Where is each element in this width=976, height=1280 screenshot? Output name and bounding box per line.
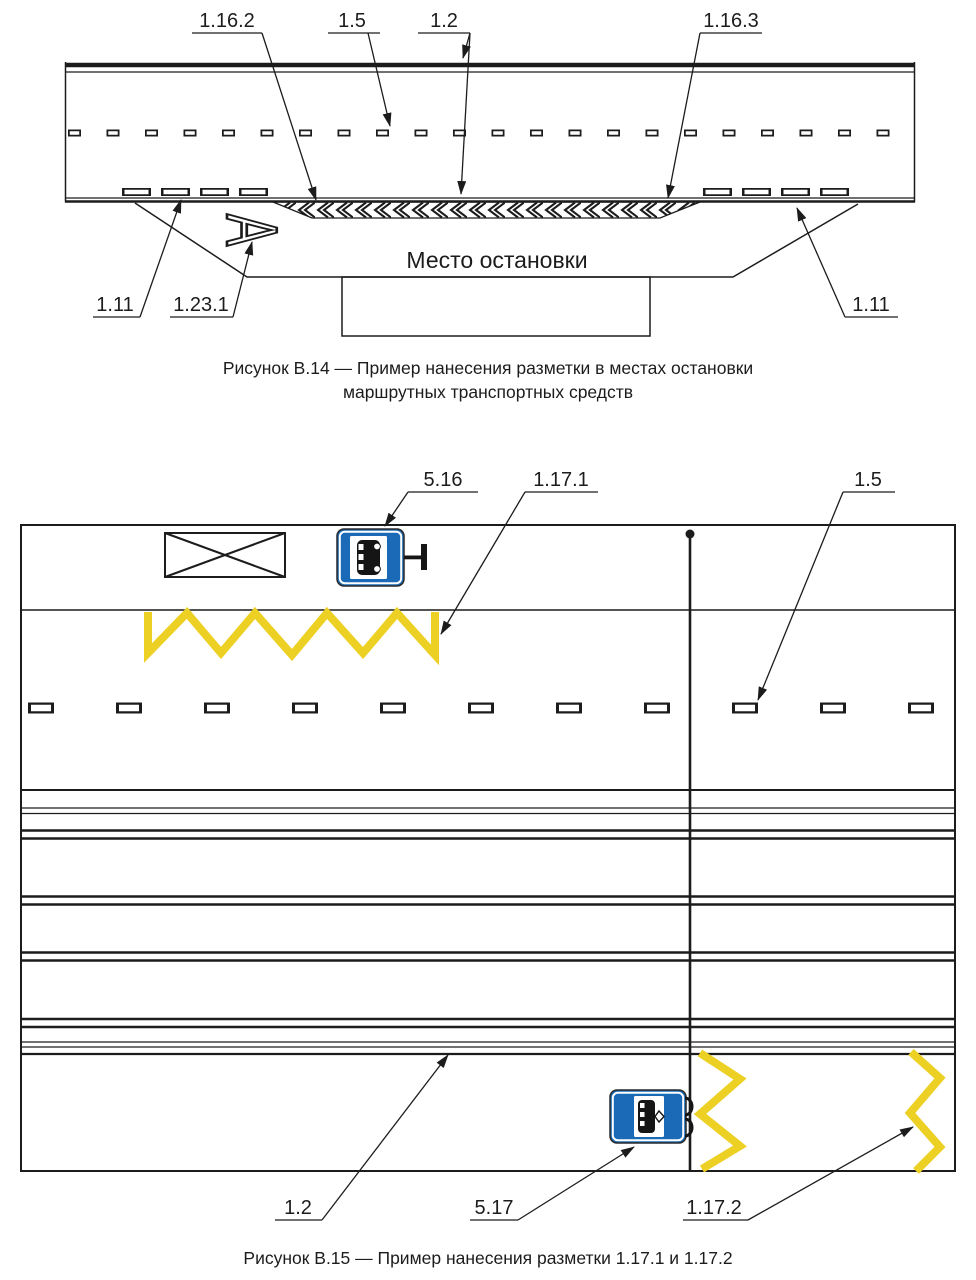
sign-mount-post <box>421 544 427 570</box>
label-1-5: 1.5 <box>338 10 366 32</box>
label-5-16: 5.16 <box>423 469 463 491</box>
callout-1-16-3 <box>668 10 762 198</box>
label-1-2: 1.2 <box>284 1197 312 1219</box>
chevron-island-marking <box>273 202 700 218</box>
callout-1-17-2 <box>683 1127 913 1220</box>
figure-b15-caption-line: Рисунок В.15 — Пример нанесения разметки 1.17.1 и 1.17.2 <box>243 1248 733 1268</box>
label-1-16-2: 1.16.2 <box>199 10 255 32</box>
stop-area-text: Место остановки <box>406 247 588 273</box>
sign-post-line <box>686 530 695 1172</box>
figure-b14-caption-line1: Рисунок В.14 — Пример нанесения разметки в местах остановки <box>222 358 754 378</box>
figure-b14-caption-line2: маршрутных транспортных средств <box>342 382 634 402</box>
label-1-2: 1.2 <box>430 10 458 32</box>
zigzag-marking-left <box>700 1053 740 1169</box>
pavilion-crossed-rect <box>165 533 285 577</box>
sign-mount-bar <box>404 556 421 560</box>
bus-stop-sign-icon <box>337 529 427 586</box>
figure-b14-drawing <box>0 0 976 350</box>
label-1-17-1: 1.17.1 <box>533 469 589 491</box>
callout-1-2 <box>418 10 470 194</box>
lane-lines <box>21 610 955 1054</box>
label-1-23-1: 1.23.1 <box>173 294 229 316</box>
tram-stop-sign-icon <box>610 1090 692 1143</box>
callout-5-16 <box>385 469 478 526</box>
zigzag-marking-1-17-2 <box>910 1052 940 1171</box>
figure-b15-caption <box>0 1246 976 1270</box>
label-1-17-2: 1.17.2 <box>686 1197 742 1219</box>
label-1-11-right: 1.11 <box>852 294 890 316</box>
label-1-16-3: 1.16.3 <box>703 10 759 32</box>
callout-1-2 <box>275 1055 448 1220</box>
post-dot <box>686 530 695 539</box>
callout-1-5 <box>328 10 390 126</box>
callout-1-11-right <box>797 208 898 317</box>
callout-1-5 <box>758 469 895 700</box>
bus-lane-letter-marking-1-23-1: А <box>211 213 292 247</box>
zigzag-marking-1-17-1 <box>148 612 435 655</box>
label-1-11-left: 1.11 <box>96 294 134 316</box>
figure-b15-drawing <box>0 450 976 1240</box>
roadway-border <box>21 525 955 1171</box>
figure-b14-caption <box>0 356 976 404</box>
callout-1-11-left <box>93 200 181 317</box>
label-5-17: 5.17 <box>474 1197 514 1219</box>
bus-shelter-rect <box>342 277 650 336</box>
callout-5-17 <box>470 1147 634 1220</box>
callout-1-16-2 <box>192 10 316 200</box>
label-1-5: 1.5 <box>854 469 882 491</box>
